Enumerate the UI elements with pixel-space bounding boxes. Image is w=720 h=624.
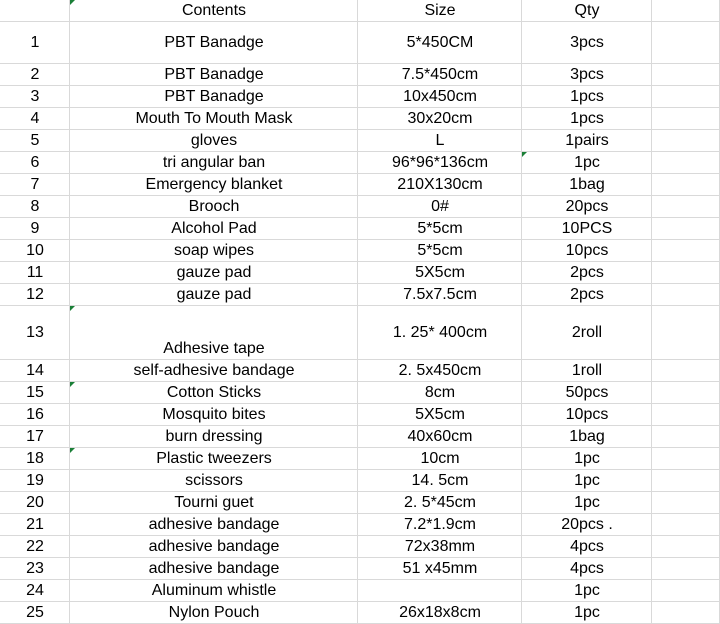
size-cell[interactable]: 0# (431, 198, 449, 215)
contents-cell[interactable]: Emergency blanket (145, 176, 283, 193)
row-number-cell[interactable]: 12 (26, 286, 44, 303)
contents-cell[interactable]: burn dressing (165, 428, 263, 445)
size-cell[interactable]: 5*5cm (417, 242, 463, 259)
contents-cell[interactable]: PBT Banadge (164, 34, 264, 51)
qty-cell[interactable]: 1pc (574, 472, 600, 489)
size-cell[interactable]: L (435, 132, 445, 149)
qty-cell[interactable]: 3pcs (570, 34, 604, 51)
row-number-cell[interactable]: 19 (26, 472, 44, 489)
row-number-cell[interactable]: 5 (30, 132, 40, 149)
qty-cell[interactable]: 1pcs (570, 110, 604, 127)
qty-cell[interactable]: 1pc (574, 604, 600, 621)
row-number-cell[interactable]: 10 (26, 242, 44, 259)
cell-comment-marker-icon (70, 448, 75, 453)
size-cell[interactable]: 5*450CM (406, 34, 474, 51)
row-number-cell[interactable]: 9 (30, 220, 40, 237)
contents-cell[interactable]: Aluminum whistle (151, 582, 277, 599)
row-number-cell[interactable]: 8 (30, 198, 40, 215)
size-cell[interactable]: 8cm (424, 384, 456, 401)
row-number-cell[interactable]: 22 (26, 538, 44, 555)
qty-cell[interactable]: 3pcs (570, 66, 604, 83)
header-cell-qty[interactable]: Qty (574, 2, 600, 19)
qty-cell[interactable]: 10pcs (565, 242, 609, 259)
row-number-cell[interactable]: 15 (26, 384, 44, 401)
qty-cell[interactable]: 4pcs (570, 560, 604, 577)
contents-cell[interactable]: adhesive bandage (148, 516, 280, 533)
qty-cell[interactable]: 10pcs (565, 406, 609, 423)
contents-cell[interactable]: gauze pad (176, 264, 252, 281)
size-cell[interactable]: 2. 5*45cm (403, 494, 477, 511)
qty-cell[interactable]: 1bag (569, 428, 605, 445)
qty-cell[interactable]: 1pc (574, 494, 600, 511)
contents-cell[interactable]: adhesive bandage (148, 538, 280, 555)
row-number-cell[interactable]: 6 (30, 154, 40, 171)
contents-cell[interactable]: Mosquito bites (162, 406, 266, 423)
row-number-cell[interactable]: 13 (26, 324, 44, 341)
contents-cell[interactable]: Plastic tweezers (156, 450, 272, 467)
row-number-cell[interactable]: 1 (30, 34, 40, 51)
size-cell[interactable]: 40x60cm (407, 428, 473, 445)
qty-cell[interactable]: 1pc (574, 450, 600, 467)
cell-comment-marker-icon (70, 306, 75, 311)
contents-cell[interactable]: gloves (190, 132, 238, 149)
row-number-cell[interactable]: 21 (26, 516, 44, 533)
qty-cell[interactable]: 1pc (574, 154, 600, 171)
header-cell-size[interactable]: Size (424, 2, 456, 19)
row-number-cell[interactable]: 4 (30, 110, 40, 127)
size-cell[interactable]: 7.2*1.9cm (403, 516, 477, 533)
row-number-cell[interactable]: 17 (26, 428, 44, 445)
size-cell[interactable]: 7.5*450cm (401, 66, 479, 83)
size-cell[interactable]: 5X5cm (415, 406, 465, 423)
qty-cell[interactable]: 2roll (571, 324, 603, 341)
row-number-cell[interactable]: 3 (30, 88, 40, 105)
contents-cell[interactable]: PBT Banadge (164, 88, 264, 105)
contents-cell[interactable]: Cotton Sticks (166, 384, 262, 401)
size-cell[interactable]: 5X5cm (415, 264, 465, 281)
qty-cell[interactable]: 20pcs . (561, 516, 613, 533)
contents-cell[interactable]: tri angular ban (162, 154, 266, 171)
qty-cell[interactable]: 1pairs (565, 132, 609, 149)
row-number-cell[interactable]: 11 (26, 264, 44, 281)
row-number-cell[interactable]: 25 (26, 604, 44, 621)
size-cell[interactable]: 14. 5cm (411, 472, 469, 489)
size-cell[interactable]: 26x18x8cm (399, 604, 481, 621)
size-cell[interactable]: 5*5cm (417, 220, 463, 237)
size-cell[interactable]: 7.5x7.5cm (403, 286, 477, 303)
cell-comment-marker-icon (522, 152, 527, 157)
size-cell[interactable]: 2. 5x450cm (398, 362, 482, 379)
contents-cell[interactable]: Brooch (188, 198, 240, 215)
contents-cell[interactable]: scissors (185, 472, 243, 489)
qty-cell[interactable]: 2pcs (570, 264, 604, 281)
qty-cell[interactable]: 1bag (569, 176, 605, 193)
cell-comment-marker-icon (70, 382, 75, 387)
size-cell[interactable]: 10x450cm (403, 88, 477, 105)
row-number-cell[interactable]: 24 (26, 582, 44, 599)
row-number-cell[interactable]: 20 (26, 494, 44, 511)
contents-cell[interactable]: Mouth To Mouth Mask (135, 110, 293, 127)
row-number-cell[interactable]: 16 (26, 406, 44, 423)
contents-cell[interactable]: Nylon Pouch (168, 604, 260, 621)
qty-cell[interactable]: 1pcs (570, 88, 604, 105)
contents-cell[interactable]: soap wipes (173, 242, 255, 259)
qty-cell[interactable]: 2pcs (570, 286, 604, 303)
size-cell[interactable]: 1. 25* 400cm (392, 324, 488, 341)
header-cell-number[interactable] (0, 0, 70, 22)
size-cell[interactable] (358, 580, 522, 602)
size-cell[interactable]: 51 x45mm (402, 560, 478, 577)
row-number-cell[interactable]: 18 (26, 450, 44, 467)
contents-cell[interactable]: self-adhesive bandage (133, 362, 295, 379)
row-number-cell[interactable]: 2 (30, 66, 40, 83)
contents-cell[interactable]: Alcohol Pad (171, 220, 257, 237)
size-cell[interactable]: 72x38mm (404, 538, 476, 555)
contents-cell[interactable]: gauze pad (176, 286, 252, 303)
row-number-cell[interactable]: 7 (30, 176, 40, 193)
contents-cell[interactable]: adhesive bandage (148, 560, 280, 577)
size-cell[interactable]: 96*96*136cm (391, 154, 489, 171)
qty-cell[interactable]: 10PCS (561, 220, 613, 237)
qty-cell[interactable]: 20pcs (565, 198, 609, 215)
contents-cell[interactable]: Adhesive tape (163, 340, 265, 357)
size-cell[interactable]: 10cm (420, 450, 460, 467)
contents-cell[interactable]: Tourni guet (174, 494, 254, 511)
qty-cell[interactable]: 50pcs (565, 384, 609, 401)
contents-cell[interactable]: PBT Banadge (164, 66, 264, 83)
cell-comment-marker-icon (70, 0, 75, 5)
header-cell-contents[interactable]: Contents (181, 2, 247, 19)
size-cell[interactable]: 30x20cm (407, 110, 473, 127)
row-number-cell[interactable]: 23 (26, 560, 44, 577)
qty-cell[interactable]: 1roll (571, 362, 603, 379)
size-cell[interactable]: 210X130cm (397, 176, 483, 193)
row-number-cell[interactable]: 14 (26, 362, 44, 379)
qty-cell[interactable]: 1pc (574, 582, 600, 599)
qty-cell[interactable]: 4pcs (570, 538, 604, 555)
